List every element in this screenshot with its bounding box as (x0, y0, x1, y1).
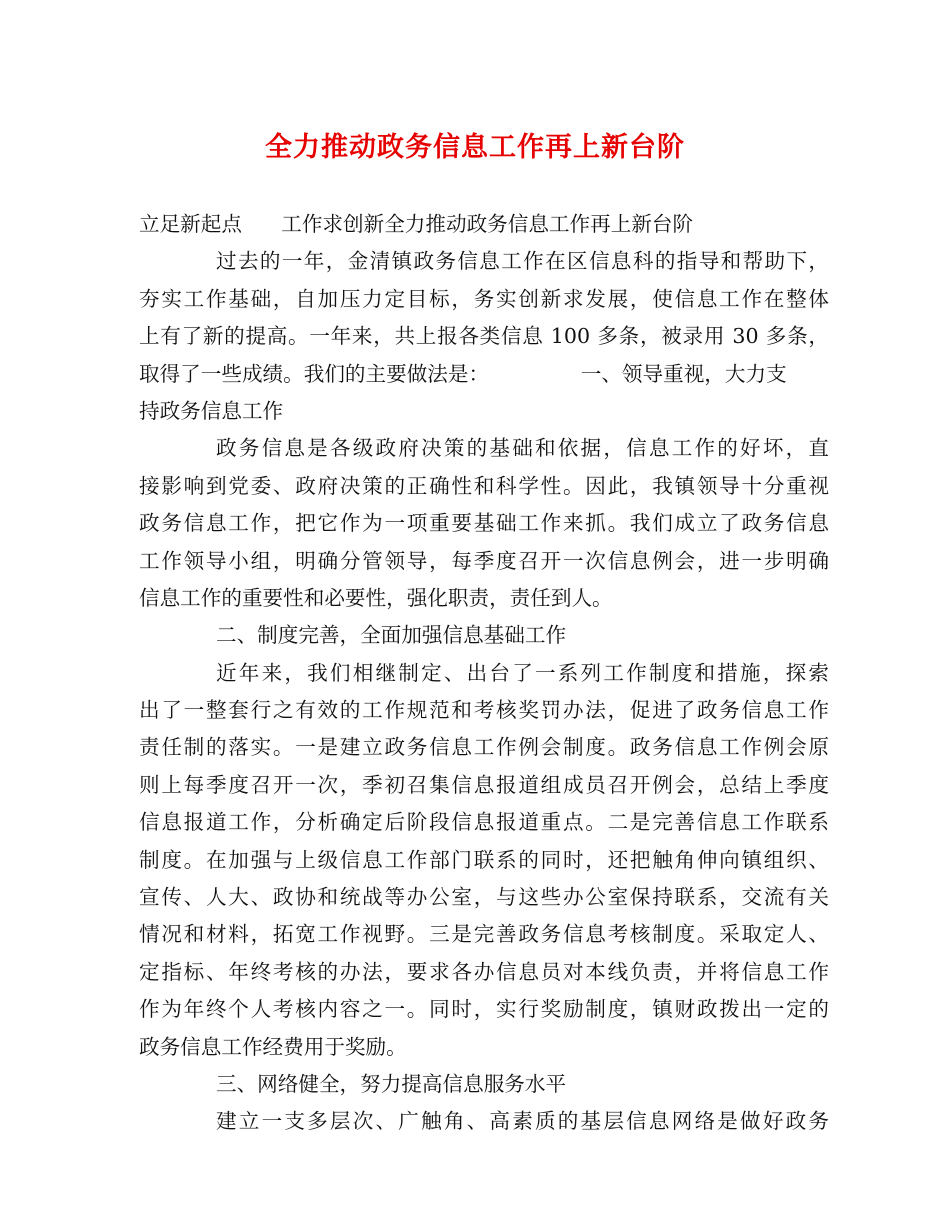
body-line: 取得了一些成绩。我们的主要做法是： 一、领导重视，大力支 (139, 361, 787, 386)
body-line: 则上每季度召开一次，季初召集信息报道组成员召开例会，总结上季度 (139, 772, 829, 797)
body-line: 接影响到党委、政府决策的正确性和科学性。因此，我镇领导十分重视 (139, 473, 829, 498)
body-line: 近年来，我们相继制定、出台了一系列工作制度和措施，探索 (216, 660, 829, 685)
section-heading: 二、制度完善，全面加强信息基础工作 (216, 623, 567, 648)
body-line: 责任制的落实。一是建立政务信息工作例会制度。政务信息工作例会原 (139, 735, 829, 760)
body-line: 政务信息是各级政府决策的基础和依据，信息工作的好坏，直 (216, 436, 829, 461)
body-line: 定指标、年终考核的办法，要求各办信息员对本线负责，并将信息工作 (139, 959, 829, 984)
body-line: 持政务信息工作 (139, 398, 284, 423)
document-body (139, 206, 829, 1141)
body-line: 政务信息工作经费用于奖励。 (139, 1034, 407, 1059)
body-line: 夯实工作基础，自加压力定目标，务实创新求发展，使信息工作在整体 (139, 286, 829, 311)
body-line: 出了一整套行之有效的工作规范和考核奖罚办法，促进了政务信息工作 (139, 698, 829, 723)
section-heading: 三、网络健全，努力提高信息服务水平 (216, 1071, 567, 1096)
body-line: 情况和材料，拓宽工作视野。三是完善政务信息考核制度。采取定人、 (139, 922, 829, 947)
body-line: 上有了新的提高。一年来，共上报各类信息 100 多条，被录用 30 多条， (139, 324, 829, 349)
body-line: 建立一支多层次、广触角、高素质的基层信息网络是做好政务 (216, 1109, 829, 1134)
body-line: 宣传、人大、政协和统战等办公室，与这些办公室保持联系，交流有关 (139, 885, 829, 910)
subtitle-line: 立足新起点 工作求创新全力推动政务信息工作再上新台阶 (139, 212, 694, 236)
body-line: 作为年终个人考核内容之一。同时，实行奖励制度，镇财政拨出一定的 (139, 997, 829, 1022)
body-line: 工作领导小组，明确分管领导，每季度召开一次信息例会，进一步明确 (139, 548, 829, 573)
body-line: 信息工作的重要性和必要性，强化职责，责任到人。 (139, 585, 613, 610)
body-line: 信息报道工作，分析确定后阶段信息报道重点。二是完善信息工作联系 (139, 810, 829, 835)
document-title: 全力推动政务信息工作再上新台阶 (265, 132, 685, 163)
body-line: 制度。在加强与上级信息工作部门联系的同时，还把触角伸向镇组织、 (139, 847, 829, 872)
body-line: 政务信息工作，把它作为一项重要基础工作来抓。我们成立了政务信息 (139, 511, 829, 536)
body-line: 过去的一年，金清镇政务信息工作在区信息科的指导和帮助下， (216, 249, 829, 274)
